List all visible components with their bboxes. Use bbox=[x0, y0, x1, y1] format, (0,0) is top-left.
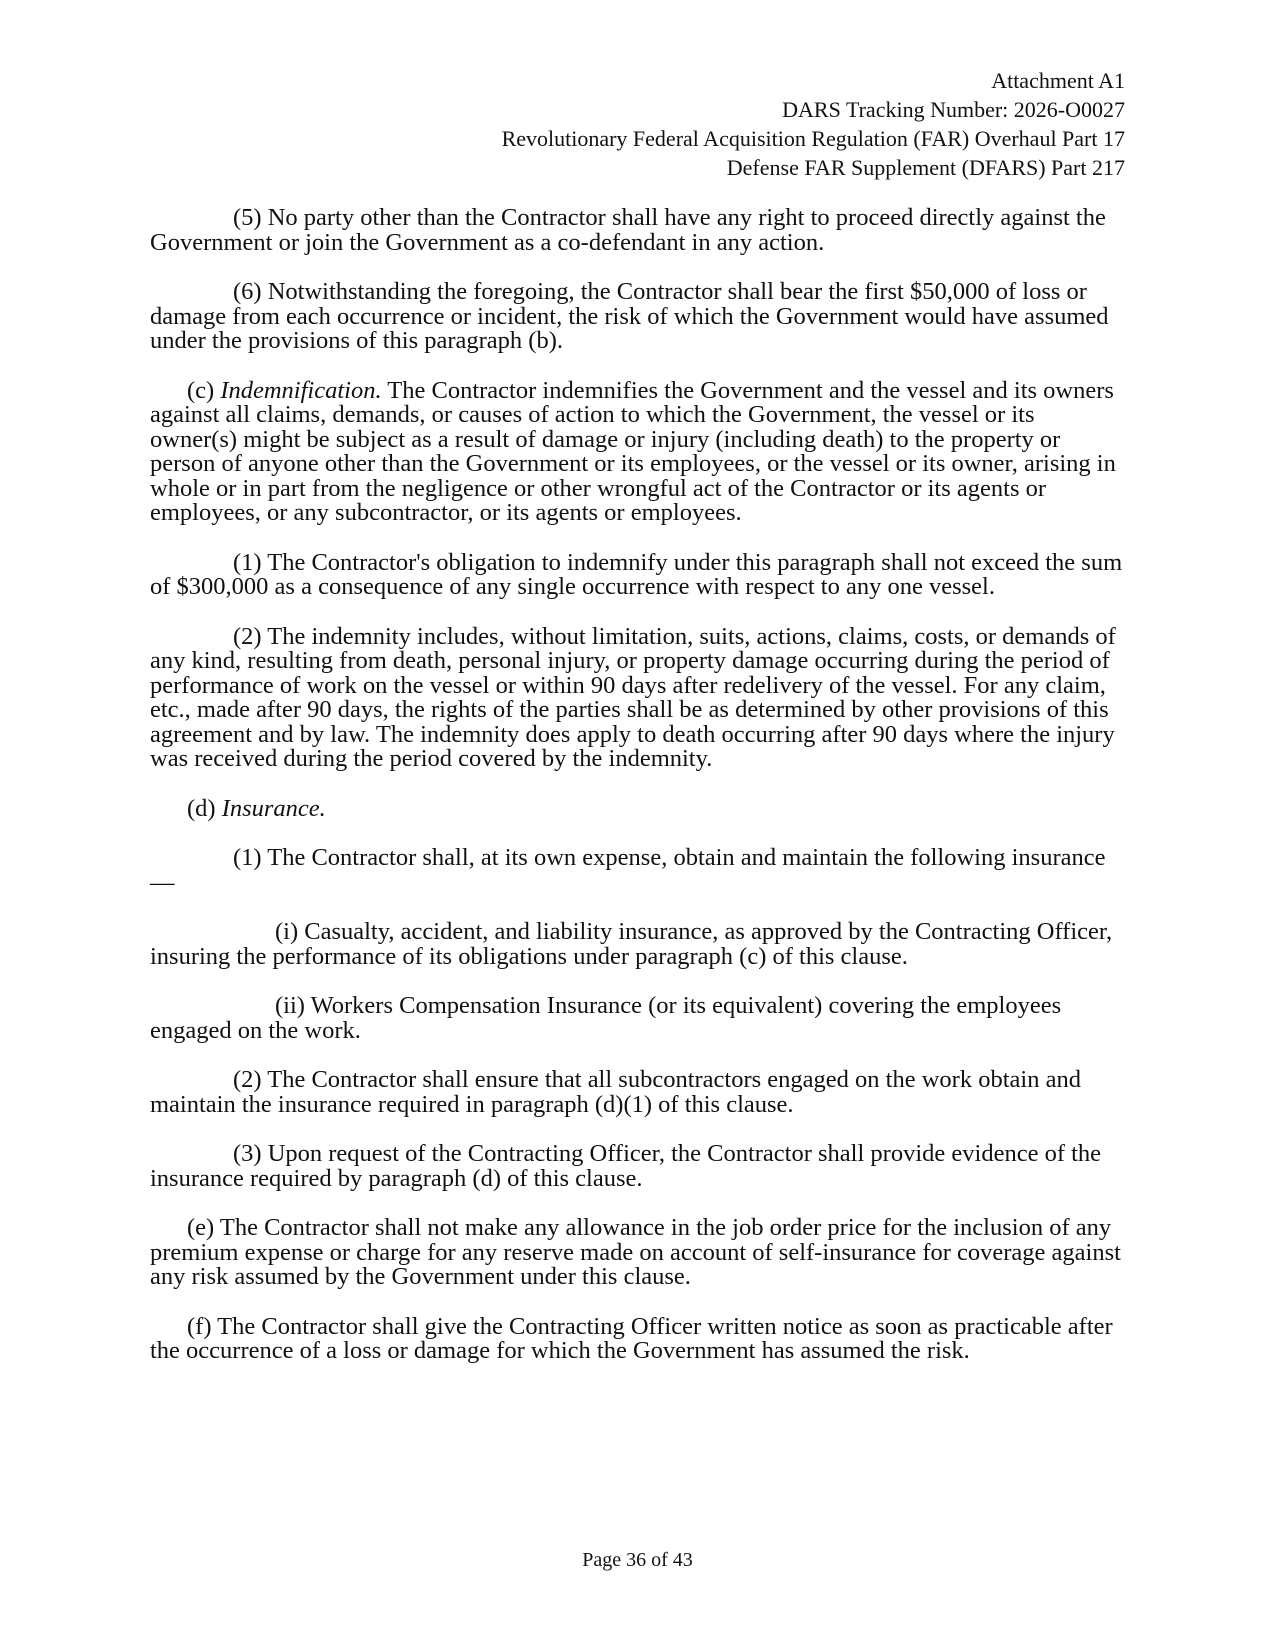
paragraph-d-label: (d) bbox=[187, 794, 216, 822]
header-dfars-part: Defense FAR Supplement (DFARS) Part 217 bbox=[726, 155, 1125, 180]
paragraph-d-heading: Insurance. bbox=[221, 794, 326, 822]
header-tracking-number: DARS Tracking Number: 2026-O0027 bbox=[782, 97, 1125, 122]
paragraph-c bbox=[150, 376, 1125, 526]
document-body bbox=[150, 206, 1125, 1389]
paragraph-e: (e) The Contractor shall not make any allowance in the job order price for the inclusion of any premium expense or charge for any reserve made on account of self-insurance for coverage against any risk assumed by the Government under this clause. bbox=[150, 1214, 1121, 1290]
paragraph-d bbox=[150, 794, 1125, 822]
paragraph-d1-i: (i) Casualty, accident, and liability insurance, as approved by the Contracting Officer, insuring the performance of its obligations under paragraph (c) of this clause. bbox=[150, 918, 1113, 970]
paragraph-c2: (2) The indemnity includes, without limitation, suits, actions, claims, costs, or demands of any kind, resulting from death, personal injury, or property damage occurring during the period of performance of work on the vessel or within 90 days after redelivery of the vessel. For any claim, etc., made after 90 days, the rights of the parties shall be as determined by other provisions of this agreement and by law. The indemnity does apply to death occurring after 90 days where the injury was received during the period covered by the indemnity. bbox=[150, 622, 1116, 772]
paragraph-c-label: (c) bbox=[187, 376, 215, 404]
paragraph-b6: (6) Notwithstanding the foregoing, the Contractor shall bear the first $50,000 of loss or damage from each occurrence or incident, the risk of which the Government would have assumed under the provisions of this paragraph (b). bbox=[150, 278, 1109, 354]
header-far-part: Revolutionary Federal Acquisition Regulation (FAR) Overhaul Part 17 bbox=[501, 126, 1125, 151]
paragraph-f: (f) The Contractor shall give the Contracting Officer written notice as soon as practicable after the occurrence of a loss or damage for which the Government has assumed the risk. bbox=[150, 1312, 1113, 1364]
page-header bbox=[502, 66, 1125, 182]
paragraph-d1: (1) The Contractor shall, at its own expense, obtain and maintain the following insurance— bbox=[150, 844, 1106, 896]
paragraph-d3: (3) Upon request of the Contracting Officer, the Contractor shall provide evidence of the insurance required by paragraph (d) of this clause. bbox=[150, 1140, 1102, 1192]
header-attachment: Attachment A1 bbox=[991, 68, 1125, 93]
paragraph-b5: (5) No party other than the Contractor shall have any right to proceed directly against the Government or join the Government as a co-defendant in any action. bbox=[150, 204, 1106, 256]
paragraph-c-heading: Indemnification. bbox=[220, 376, 382, 404]
paragraph-c-text: The Contractor indemnifies the Government and the vessel and its owners against all claims, demands, or causes of action to which the Government, the vessel or its owner(s) might be subject as a result of damage or injury (including death) to the property or person of anyone other than the Government or its employees, or the vessel or its owner, arising in whole or in part from the negligence or other wrongful act of the Contractor or its agents or employees, or any subcontractor, or its agents or employees. bbox=[150, 376, 1116, 526]
page-number: Page 36 of 43 bbox=[582, 1549, 693, 1571]
paragraph-d2: (2) The Contractor shall ensure that all subcontractors engaged on the work obtain and maintain the insurance required in paragraph (d)(1) of this clause. bbox=[150, 1066, 1081, 1118]
paragraph-d1-ii: (ii) Workers Compensation Insurance (or its equivalent) covering the employees engaged on the work. bbox=[150, 992, 1062, 1044]
paragraph-c1: (1) The Contractor's obligation to indemnify under this paragraph shall not exceed the sum of $300,000 as a consequence of any single occurrence with respect to any one vessel. bbox=[150, 548, 1123, 600]
